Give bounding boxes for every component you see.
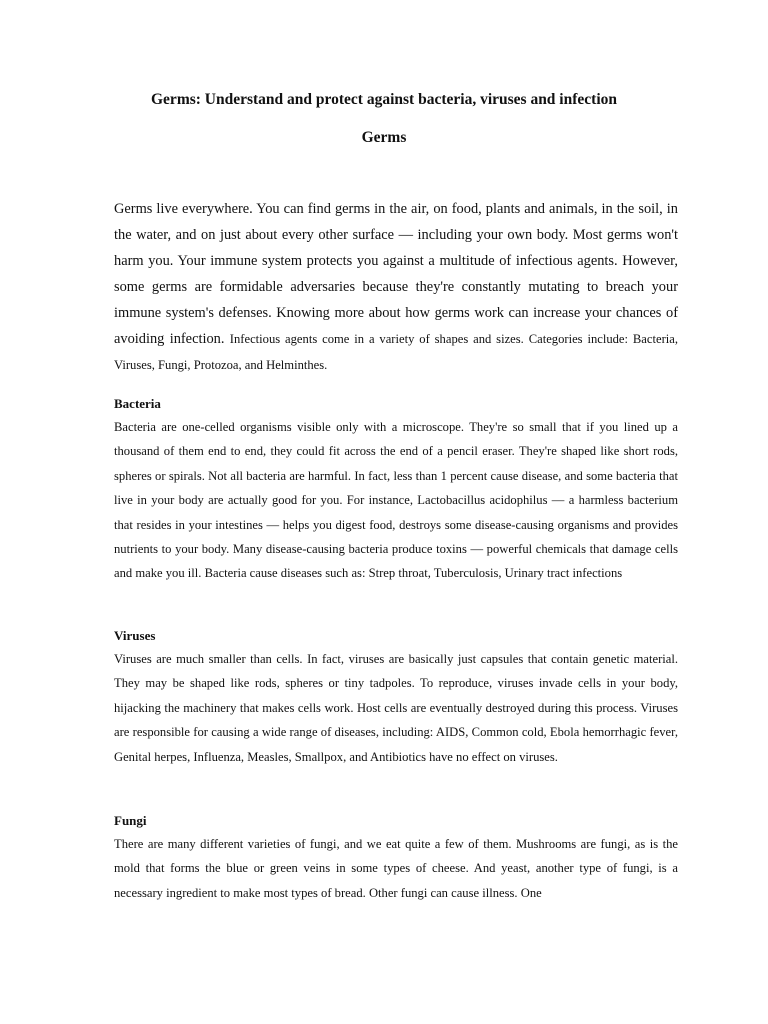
intro-paragraph [114, 196, 678, 378]
section-body-fungi: There are many different varieties of fungi, and we eat quite a few of them. Mushrooms are fungi, as is the mold that forms the blue or green veins in some types of cheese. And yeast, another type of fungi, is a necessary ingredient to make most types of bread. Other fungi can cause illness. One [114, 837, 678, 900]
section-body-bacteria: Bacteria are one-celled organisms visible only with a microscope. They're so small that if you lined up a thousand of them end to end, they could fit across the end of a pencil eraser. They're shaped like short rods, spheres or spirals. Not all bacteria are harmful. In fact, less than 1 percent cause disease, and some bacteria that live in your body are actually good for you. For instance, Lactobacillus acidophilus — a harmless bacterium that resides in your intestines — helps you digest food, destroys some disease-causing organisms and provides nutrients to your body. Many disease-causing bacteria produce toxins — powerful chemicals that damage cells and make you ill. Bacteria cause diseases such as: Strep throat, Tuberculosis, Urinary tract infections [114, 420, 678, 581]
intro-small-text: Infectious agents come in a variety of shapes and sizes. Categories include: Bacteria, Viruses, Fungi, Protozoa, and Helminthes. [114, 332, 678, 372]
section-heading-fungi: Fungi [114, 813, 147, 828]
section-heading-viruses: Viruses [114, 628, 156, 643]
document-subtitle: Germs [361, 129, 407, 146]
section-heading-bacteria: Bacteria [114, 396, 161, 411]
document-title: Germs: Understand and protect against bacteria, viruses and infection [151, 91, 617, 108]
intro-main-text: Germs live everywhere. You can find germs in the air, on food, plants and animals, in the soil, in the water, and on just about every other surface — including your own body. Most germs won't harm you. Your immune system protects you against a multitude of infectious agents. However, some germs are formidable adversaries because they're constantly mutating to breach your immune system's defenses. Knowing more about how germs work can increase your chances of avoiding infection. [114, 201, 678, 347]
section-body-viruses: Viruses are much smaller than cells. In fact, viruses are basically just capsules that contain genetic material. They may be shaped like rods, spheres or tiny tadpoles. To reproduce, viruses invade cells in your body, hijacking the machinery that makes cells work. Host cells are eventually destroyed during this process. Viruses are responsible for causing a wide range of diseases, including: AIDS, Common cold, Ebola hemorrhagic fever, Genital herpes, Influenza, Measles, Smallpox, and Antibiotics have no effect on viruses. [114, 652, 678, 764]
